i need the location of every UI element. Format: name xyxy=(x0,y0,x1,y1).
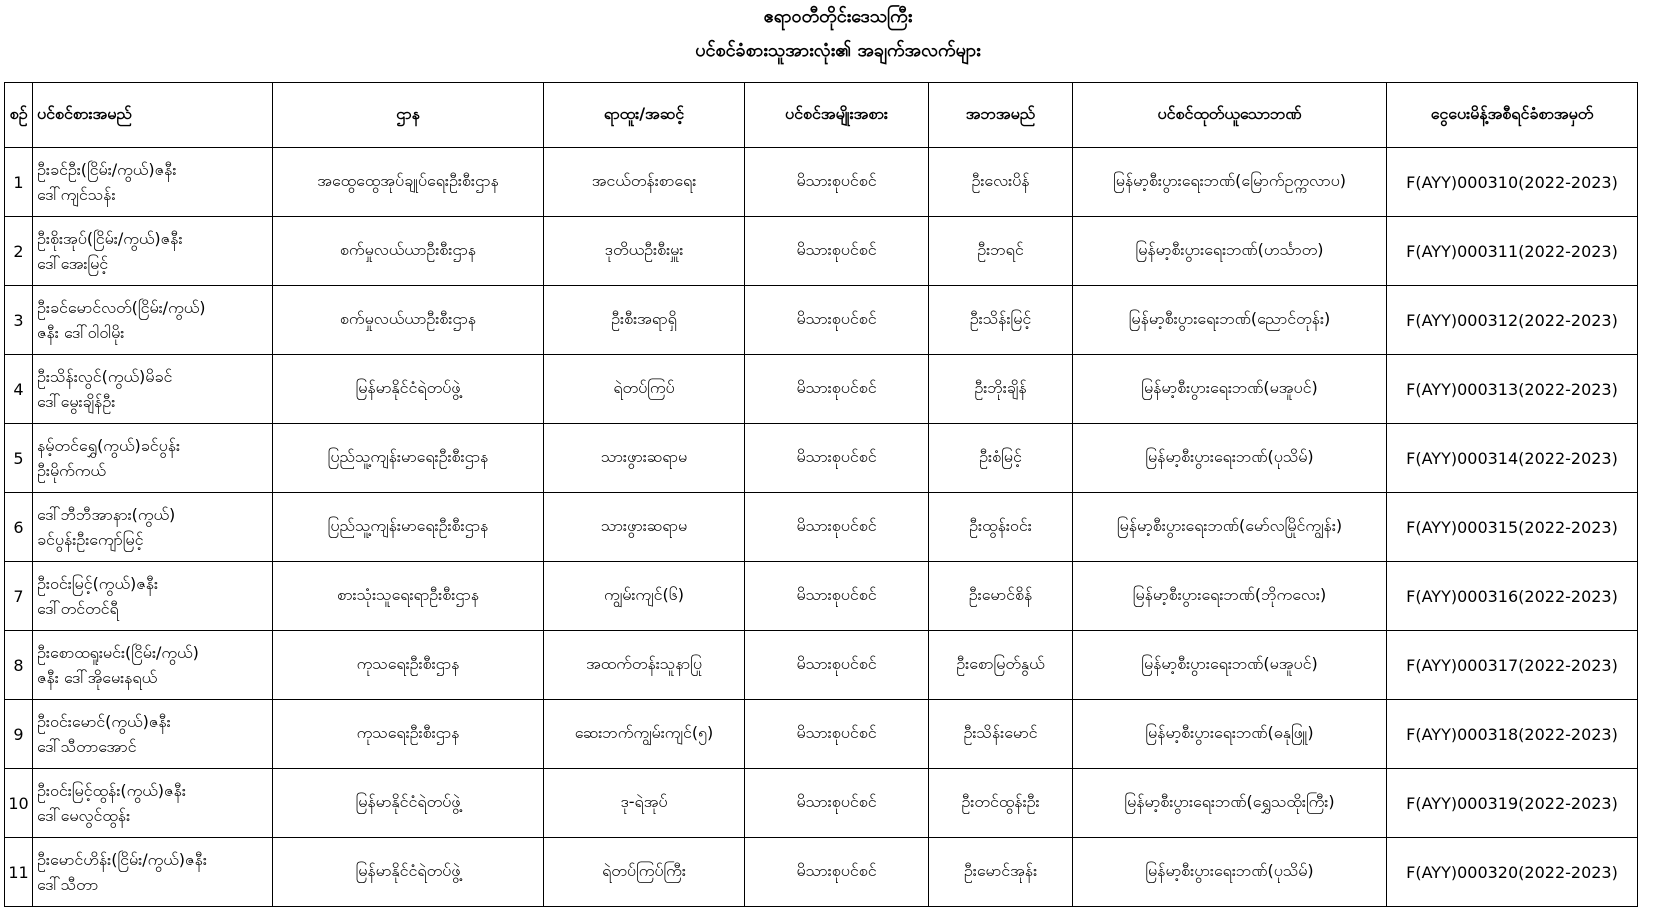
table-row xyxy=(5,286,1638,355)
region-title: ဧရာဝတီတိုင်းဒေသကြီး xyxy=(763,6,913,27)
header-row xyxy=(5,83,1638,148)
col-header-no: စဉ် xyxy=(5,83,33,148)
father-name: ဦးစောမြတ်နွယ် xyxy=(929,631,1073,700)
pensioner-name xyxy=(33,631,273,700)
name-line: ဒေါ်မွေးချိန်ဦး xyxy=(37,392,116,411)
father-name: ဦးတင်ထွန်းဦး xyxy=(929,769,1073,838)
father-name: ဦးသိန်းမြင့် xyxy=(929,286,1073,355)
name-line: ဒေါ်တင်တင်ရီ xyxy=(37,599,119,618)
name-line: ဦးစောထရူးမင်း(ငြိမ်း/ကွယ်) xyxy=(37,643,199,662)
father-name: ဦးမောင်စိန် xyxy=(929,562,1073,631)
rank: ဦးစီးအရာရှိ xyxy=(544,286,745,355)
name-line: ဦးစိုးအုပ်(ငြိမ်း/ကွယ်)ဇနီး xyxy=(37,229,183,248)
row-number: 6 xyxy=(5,493,33,562)
col-header-name: ပင်စင်စားအမည် xyxy=(33,83,273,148)
father-name: ဦးဘရင် xyxy=(929,217,1073,286)
col-header-pension-type: ပင်စင်အမျိုးအစား xyxy=(745,83,929,148)
department: ကုသရေးဦးစီးဌာန xyxy=(273,631,544,700)
name-line: ဦးဝင်းမြင့်(ကွယ်)ဇနီး xyxy=(37,574,159,593)
department: စက်မှုလယ်ယာဦးစီးဌာန xyxy=(273,217,544,286)
department: ပြည်သူ့ကျန်းမာရေးဦးစီးဌာန xyxy=(273,493,544,562)
name-line: ဦးသိန်းလွင်(ကွယ်)မိခင် xyxy=(37,367,173,386)
pensioner-name xyxy=(33,217,273,286)
row-number: 4 xyxy=(5,355,33,424)
department: မြန်မာနိုင်ငံရဲတပ်ဖွဲ့ xyxy=(273,355,544,424)
row-number: 11 xyxy=(5,838,33,907)
rank: ကျွမ်းကျင်(၆) xyxy=(544,562,745,631)
table-row xyxy=(5,769,1638,838)
pensioner-name xyxy=(33,148,273,217)
table-row xyxy=(5,424,1638,493)
pensioner-name xyxy=(33,838,273,907)
pensioner-name xyxy=(33,562,273,631)
row-number: 5 xyxy=(5,424,33,493)
father-name: ဦးသိန်းမောင် xyxy=(929,700,1073,769)
name-line: ဦးခင်မောင်လတ်(ငြိမ်း/ကွယ်) xyxy=(37,298,206,317)
pension-type: မိသားစုပင်စင် xyxy=(745,424,929,493)
bank: မြန်မာ့စီးပွားရေးဘဏ်(ဓနုဖြူ) xyxy=(1073,700,1387,769)
pensioner-table xyxy=(4,82,1638,907)
row-number: 7 xyxy=(5,562,33,631)
reference-number: F(AYY)000312(2022-2023) xyxy=(1387,286,1638,355)
name-line: ဦးမောင်ဟိန်း(ငြိမ်း/ကွယ်)ဇနီး xyxy=(37,850,207,869)
rank: ဆေးဘက်ကျွမ်းကျင်(၅) xyxy=(544,700,745,769)
bank: မြန်မာ့စီးပွားရေးဘဏ်(ဟင်္သာတ) xyxy=(1073,217,1387,286)
col-header-department: ဌာန xyxy=(273,83,544,148)
table-row xyxy=(5,217,1638,286)
department: အထွေထွေအုပ်ချုပ်ရေးဦးစီးဌာန xyxy=(273,148,544,217)
rank: သားဖွားဆရာမ xyxy=(544,493,745,562)
pensioner-name xyxy=(33,424,273,493)
row-number: 1 xyxy=(5,148,33,217)
name-line: ဦးခင်ဦး(ငြိမ်း/ကွယ်)ဇနီး xyxy=(37,160,177,179)
bank: မြန်မာ့စီးပွားရေးဘဏ်(မော်လမြိုင်ကျွန်း) xyxy=(1073,493,1387,562)
name-line: ခင်ပွန်းဦးကျော်မြင့် xyxy=(37,530,144,549)
father-name: ဦးလေးပိန် xyxy=(929,148,1073,217)
document-title: ပင်စင်ခံစားသူအားလုံး၏ အချက်အလက်များ xyxy=(695,40,981,61)
father-name: ဦးဘိုးချိန် xyxy=(929,355,1073,424)
pensioner-name xyxy=(33,355,273,424)
table-row xyxy=(5,493,1638,562)
name-line: ဒေါ်သီတာ xyxy=(37,875,99,894)
pensioner-name xyxy=(33,493,273,562)
bank: မြန်မာ့စီးပွားရေးဘဏ်(ညောင်တုန်း) xyxy=(1073,286,1387,355)
bank: မြန်မာ့စီးပွားရေးဘဏ်(မြောက်ဥက္ကလာပ) xyxy=(1073,148,1387,217)
father-name: ဦးစံမြင့် xyxy=(929,424,1073,493)
table-row xyxy=(5,700,1638,769)
name-line: ဦးဝင်းမြင့်ထွန်း(ကွယ်)ဇနီး xyxy=(37,781,186,800)
name-line: ဒေါ်မေလွင်ထွန်း xyxy=(37,806,131,825)
name-line: ဒေါ်သီတာအောင် xyxy=(37,737,137,756)
table-row xyxy=(5,148,1638,217)
row-number: 10 xyxy=(5,769,33,838)
pension-type: မိသားစုပင်စင် xyxy=(745,769,929,838)
department: ပြည်သူ့ကျန်းမာရေးဦးစီးဌာန xyxy=(273,424,544,493)
table-row xyxy=(5,562,1638,631)
bank: မြန်မာ့စီးပွားရေးဘဏ်(ရွှေသထိုးကြီး) xyxy=(1073,769,1387,838)
reference-number: F(AYY)000317(2022-2023) xyxy=(1387,631,1638,700)
rank: ရဲတပ်ကြပ်ကြီး xyxy=(544,838,745,907)
department: ကုသရေးဦးစီးဌာန xyxy=(273,700,544,769)
name-line: ဒေါ်ဘီဘီအာနား(ကွယ်) xyxy=(37,505,176,524)
pensioner-name xyxy=(33,286,273,355)
reference-number: F(AYY)000315(2022-2023) xyxy=(1387,493,1638,562)
reference-number: F(AYY)000311(2022-2023) xyxy=(1387,217,1638,286)
reference-number: F(AYY)000318(2022-2023) xyxy=(1387,700,1638,769)
col-header-reference: ငွေပေးမိန့်အစီရင်ခံစာအမှတ် xyxy=(1387,83,1638,148)
document-header xyxy=(0,0,1676,68)
department: မြန်မာနိုင်ငံရဲတပ်ဖွဲ့ xyxy=(273,769,544,838)
bank: မြန်မာ့စီးပွားရေးဘဏ်(ပုသိမ်) xyxy=(1073,424,1387,493)
rank: ဒုတိယဦးစီးမှူး xyxy=(544,217,745,286)
name-line: ဒေါ်ကျင်သန်း xyxy=(37,185,116,204)
bank: မြန်မာ့စီးပွားရေးဘဏ်(မအူပင်) xyxy=(1073,355,1387,424)
bank: မြန်မာ့စီးပွားရေးဘဏ်(ပုသိမ်) xyxy=(1073,838,1387,907)
col-header-bank: ပင်စင်ထုတ်ယူသောဘဏ် xyxy=(1073,83,1387,148)
rank: သားဖွားဆရာမ xyxy=(544,424,745,493)
name-line: ဦးဝင်းမောင်(ကွယ်)ဇနီး xyxy=(37,712,171,731)
row-number: 2 xyxy=(5,217,33,286)
reference-number: F(AYY)000310(2022-2023) xyxy=(1387,148,1638,217)
department: စားသုံးသူရေးရာဦးစီးဌာန xyxy=(273,562,544,631)
bank: မြန်မာ့စီးပွားရေးဘဏ်(မအူပင်) xyxy=(1073,631,1387,700)
rank: ရဲတပ်ကြပ် xyxy=(544,355,745,424)
rank: အငယ်တန်းစာရေး xyxy=(544,148,745,217)
name-line: နမ့်တင်ရွှေ(ကွယ်)ခင်ပွန်း xyxy=(37,436,181,455)
name-line: ဒေါ်အေးမြင့် xyxy=(37,254,109,273)
pension-type: မိသားစုပင်စင် xyxy=(745,217,929,286)
row-number: 8 xyxy=(5,631,33,700)
col-header-rank: ရာထူး/အဆင့် xyxy=(544,83,745,148)
row-number: 3 xyxy=(5,286,33,355)
table-row xyxy=(5,838,1638,907)
reference-number: F(AYY)000320(2022-2023) xyxy=(1387,838,1638,907)
pension-type: မိသားစုပင်စင် xyxy=(745,286,929,355)
table-row xyxy=(5,355,1638,424)
pension-type: မိသားစုပင်စင် xyxy=(745,493,929,562)
name-line: ဇနီး ဒေါ်ဝါဝါမိုး xyxy=(37,323,125,342)
rank: ဒု-ရဲအုပ် xyxy=(544,769,745,838)
department: စက်မှုလယ်ယာဦးစီးဌာန xyxy=(273,286,544,355)
table-row xyxy=(5,631,1638,700)
pension-type: မိသားစုပင်စင် xyxy=(745,631,929,700)
reference-number: F(AYY)000316(2022-2023) xyxy=(1387,562,1638,631)
reference-number: F(AYY)000319(2022-2023) xyxy=(1387,769,1638,838)
name-line: ဦးမိုက်ကယ် xyxy=(37,461,106,480)
reference-number: F(AYY)000313(2022-2023) xyxy=(1387,355,1638,424)
rank: အထက်တန်းသူနာပြု xyxy=(544,631,745,700)
pension-type: မိသားစုပင်စင် xyxy=(745,355,929,424)
pension-type: မိသားစုပင်စင် xyxy=(745,700,929,769)
pension-type: မိသားစုပင်စင် xyxy=(745,562,929,631)
row-number: 9 xyxy=(5,700,33,769)
reference-number: F(AYY)000314(2022-2023) xyxy=(1387,424,1638,493)
bank: မြန်မာ့စီးပွားရေးဘဏ်(ဘိုကလေး) xyxy=(1073,562,1387,631)
pension-type: မိသားစုပင်စင် xyxy=(745,148,929,217)
pension-type: မိသားစုပင်စင် xyxy=(745,838,929,907)
name-line: ဇနီး ဒေါ်အိုမေးနရယ် xyxy=(37,668,158,687)
father-name: ဦးထွန်းဝင်း xyxy=(929,493,1073,562)
pensioner-name xyxy=(33,769,273,838)
pensioner-name xyxy=(33,700,273,769)
father-name: ဦးမောင်အုန်း xyxy=(929,838,1073,907)
col-header-father-name: အဘအမည် xyxy=(929,83,1073,148)
department: မြန်မာနိုင်ငံရဲတပ်ဖွဲ့ xyxy=(273,838,544,907)
